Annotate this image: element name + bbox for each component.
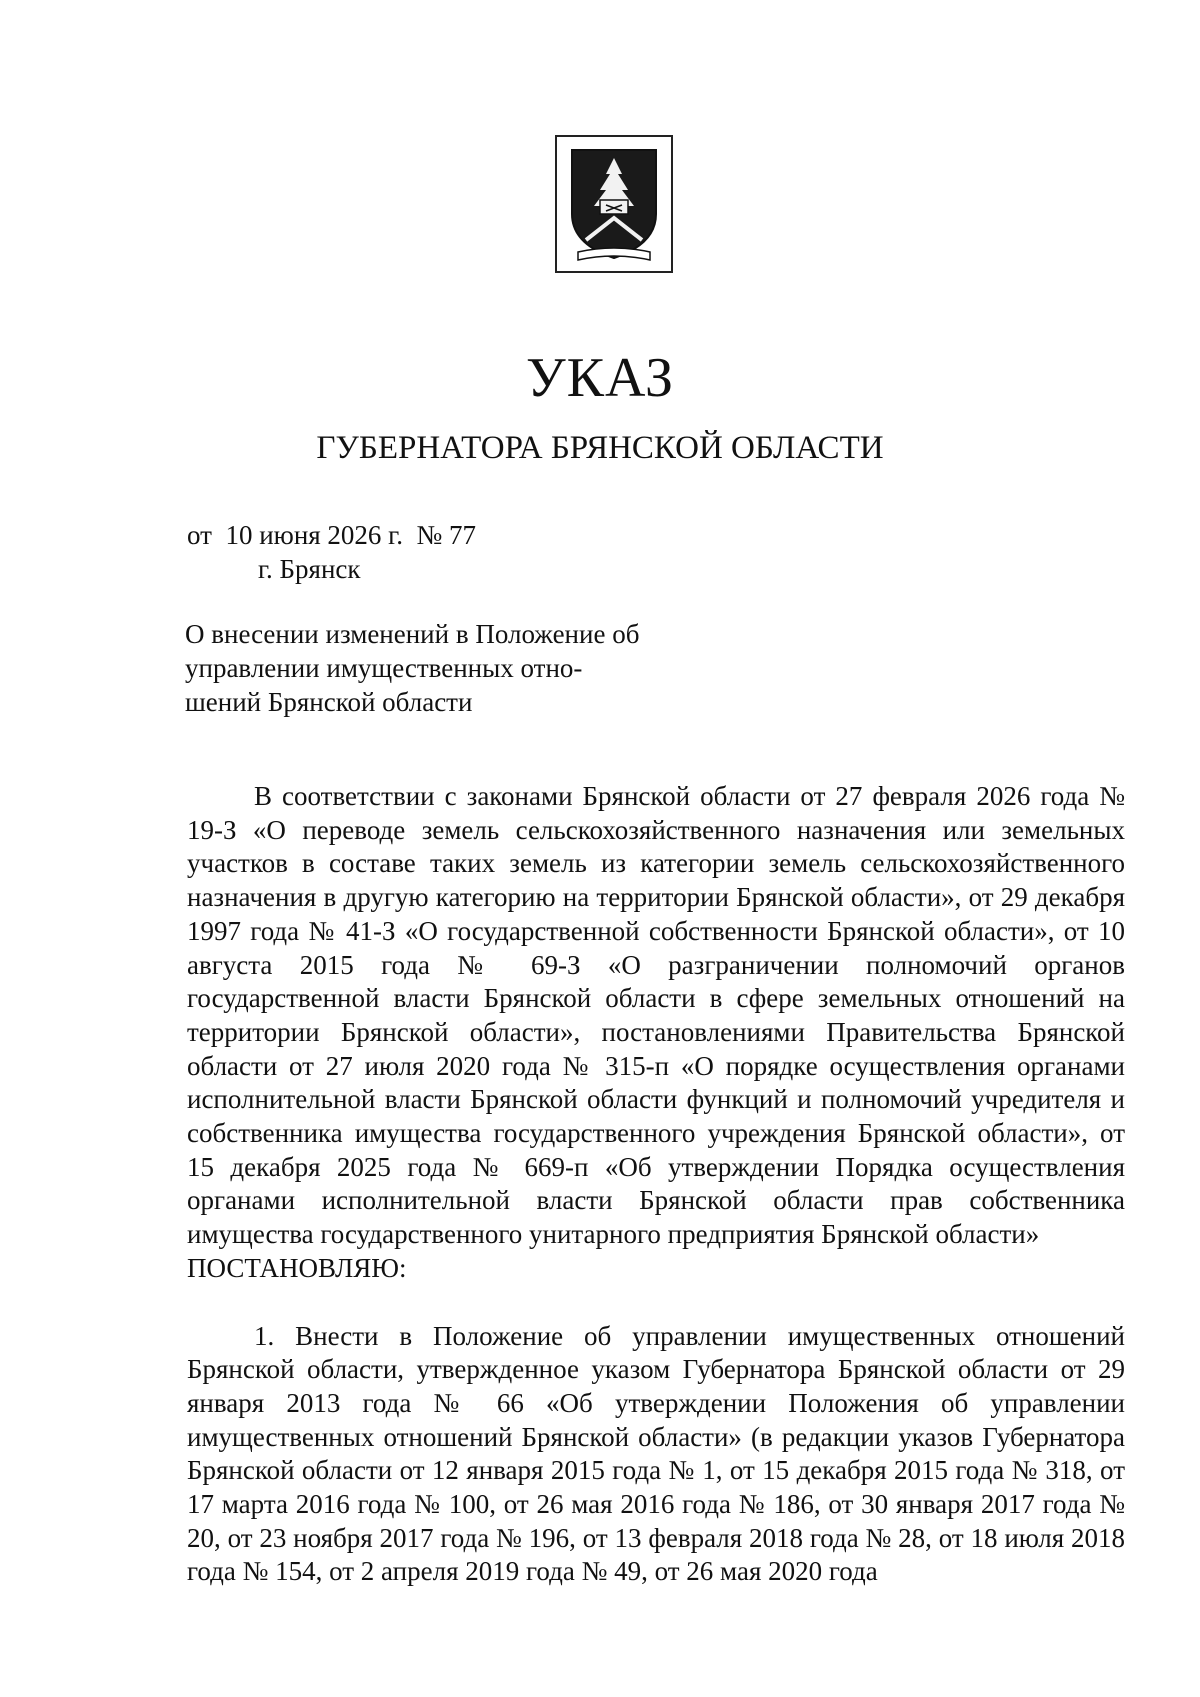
item-1-paragraph: 1. Внести в Положение об управлении имущественных отношений Брянской области, утвержденное указом Губернатора Брянской области от 29 января 2013 года № 66 «Об утверждении Положения об управлении имущественных отношений Брянской области» (в редакции указов Губернатора Брянской области от 12 января 2015 года № 1, от 15 декабря 2015 года № 318, от 17 марта 2016 года № 100, от 26 мая 2016 года № 186, от 30 января 2017 года № 20, от 23 ноября 2017 года № 196, от 13 февраля 2018 года № 28, от 18 июля 2018 года № 154, от 2 апреля 2019 года № 49, от 26 мая 2020 года xyxy=(187,1320,1125,1587)
document-title: УКАЗ xyxy=(525,347,675,409)
document-body xyxy=(187,780,1125,1589)
document-date-number: от 10 июня 2026 г. № 77 xyxy=(187,520,476,550)
coat-of-arms-emblem xyxy=(555,135,673,273)
document-subtitle: ГУБЕРНАТОРА БРЯНСКОЙ ОБЛАСТИ xyxy=(316,430,884,466)
document-subject: О внесении изменений в Положение об управлении имущественных отно-шений Брянской области xyxy=(185,619,640,717)
decree-word: ПОСТАНОВЛЯЮ: xyxy=(187,1252,407,1283)
bryansk-region-coat-of-arms-icon xyxy=(564,144,664,264)
document-city: г. Брянск xyxy=(258,554,361,584)
preamble-paragraph: В соответствии с законами Брянской области от 27 февраля 2026 года № 19-З «О переводе земель сельскохозяйственного назначения или земельных участков в составе таких земель из категории земель сельскохозяйственного назначения в другую категорию на территории Брянской области», от 29 декабря 1997 года № 41-З «О государственной собственности Брянской области», от 10 августа 2015 года № 69-З «О разграничении полномочий органов государственной власти Брянской области в сфере земельных отношений на территории Брянской области», постановлениями Правительства Брянской области от 27 июля 2020 года № 315-п «О порядке осуществления органами исполнительной власти Брянской области функций и полномочий учредителя и собственника имущества государственного учреждения Брянской области», от 15 декабря 2025 года № 669-п «Об утверждении Порядка осуществления органами исполнительной власти Брянской области прав собственника имущества государственного унитарного предприятия Брянской области» xyxy=(187,781,1125,1250)
